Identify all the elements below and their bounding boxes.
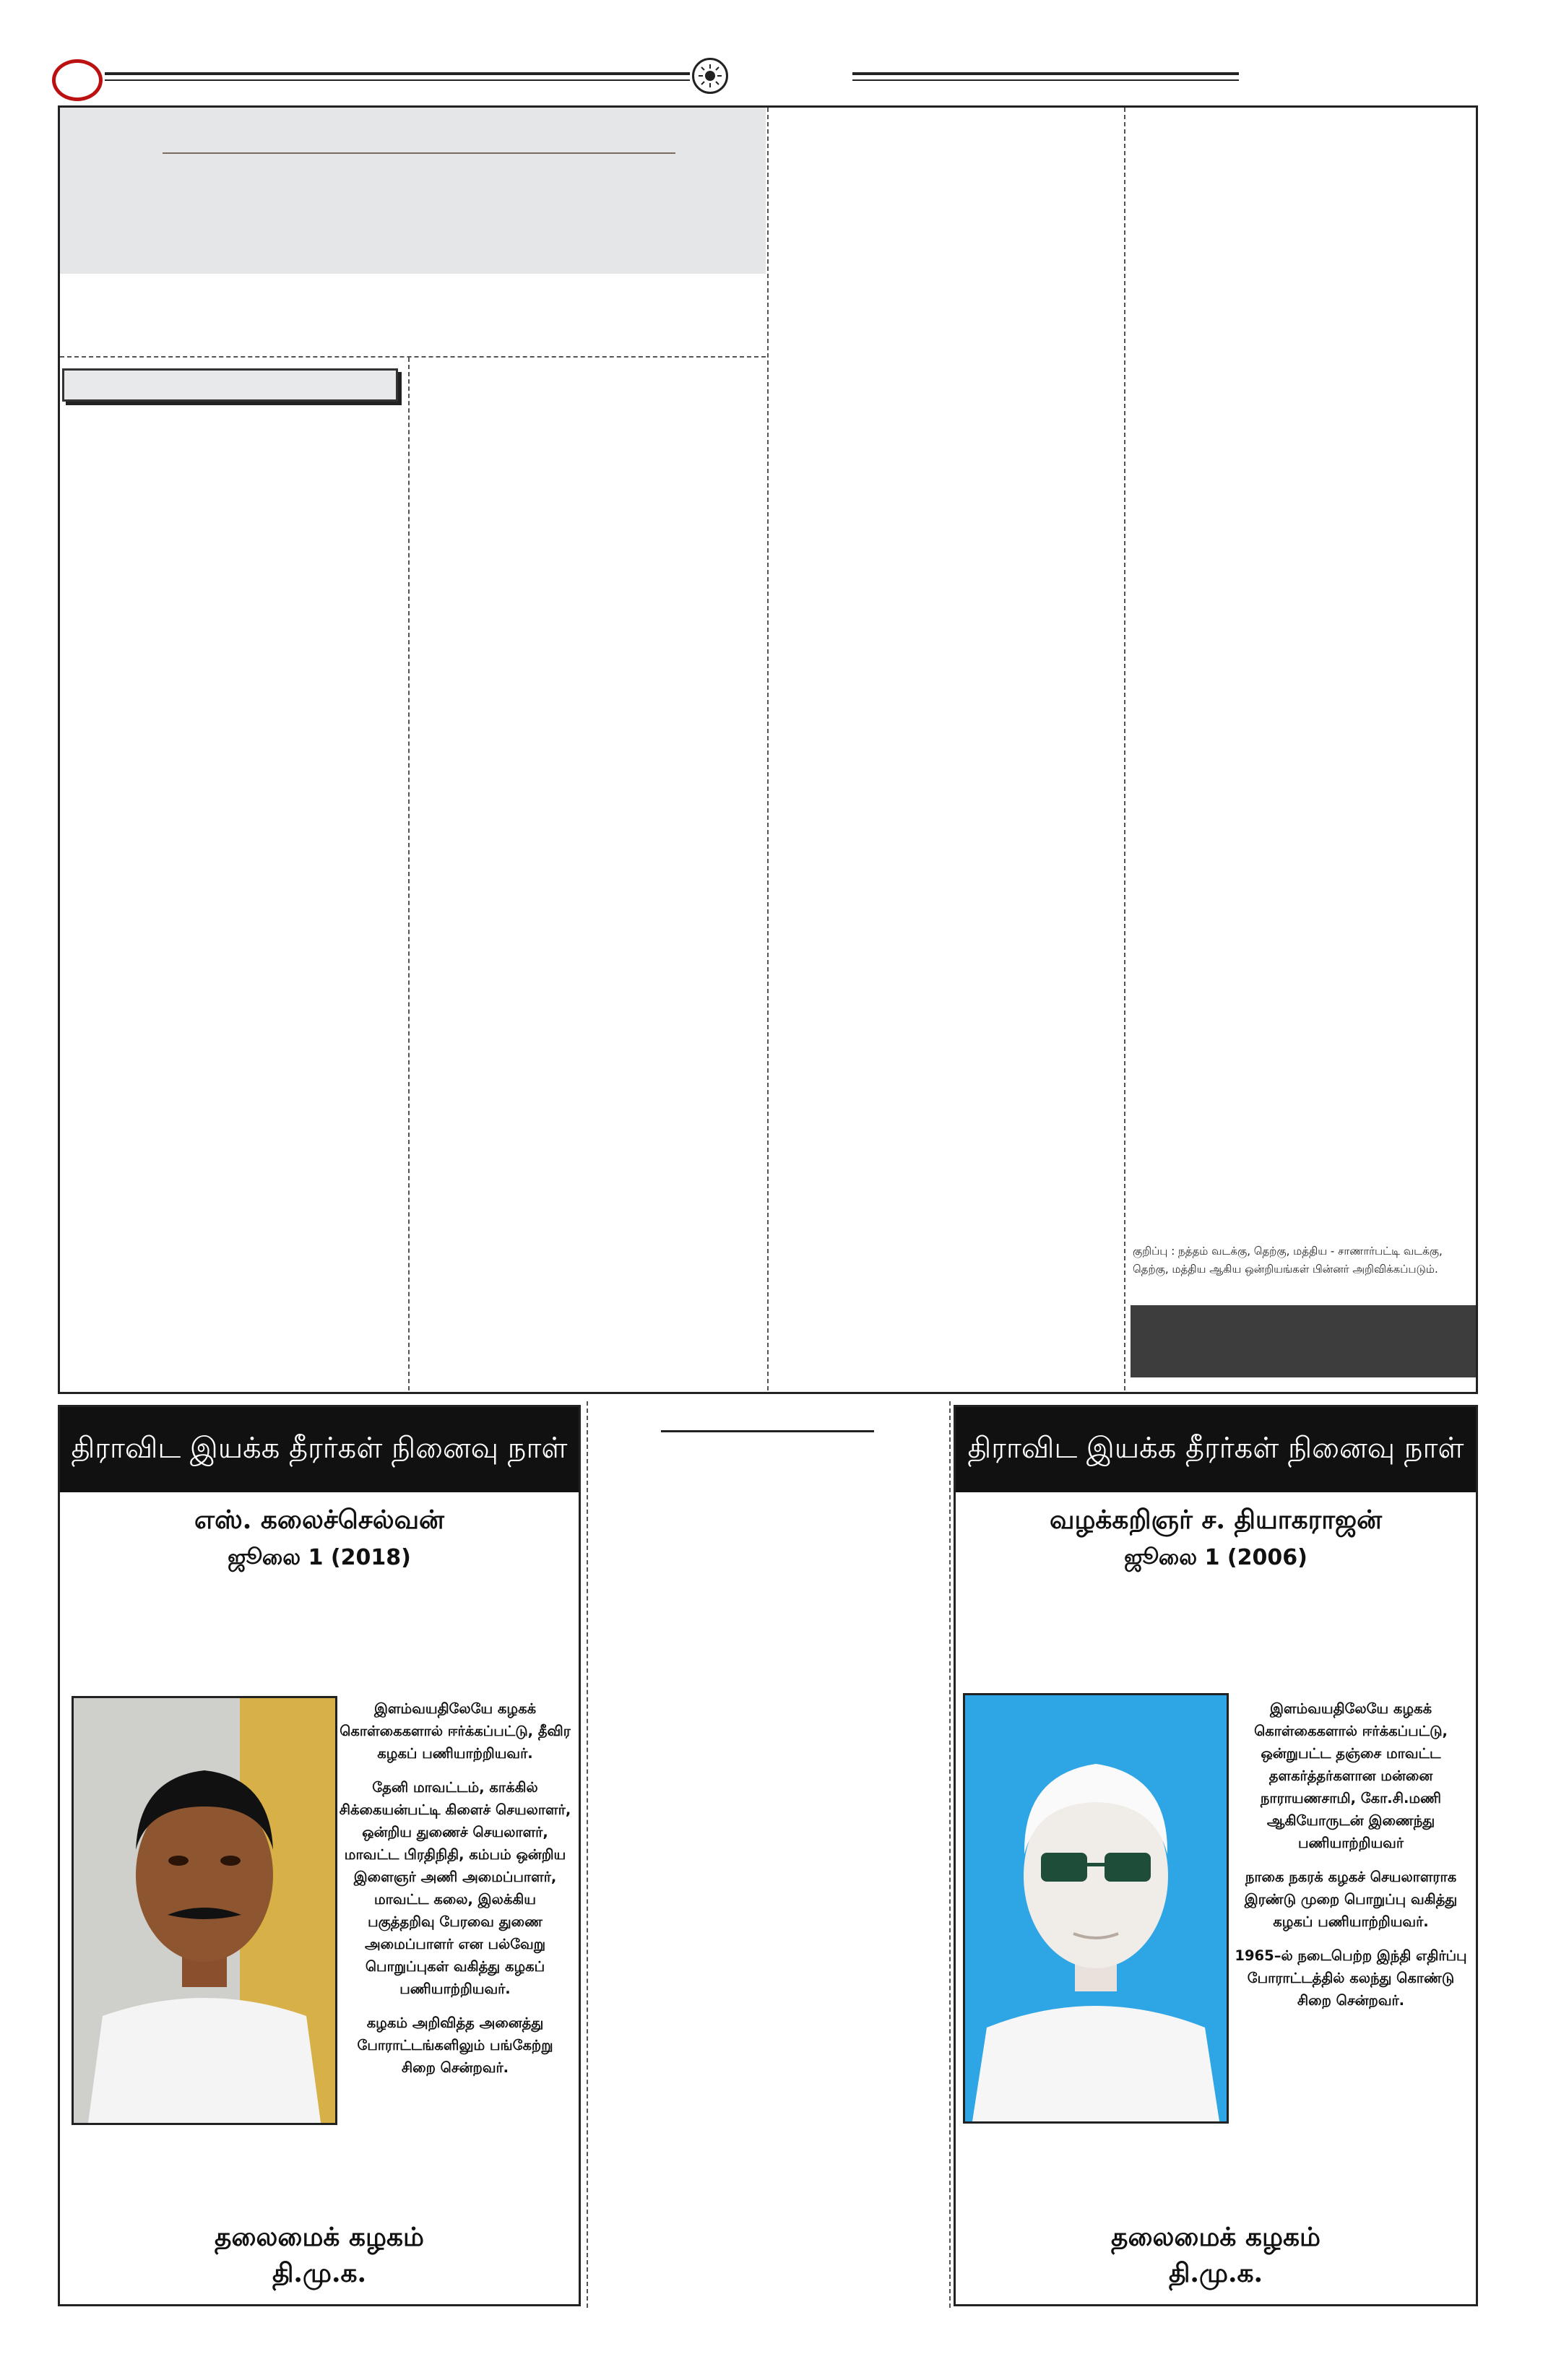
section-label-box [62,368,398,402]
memorial-header: திராவிட இயக்க தீரர்கள் நினைவு நாள் [956,1407,1476,1492]
signature-line-2: தி.மு.க. [272,2258,367,2288]
bottom-column-divider-1 [587,1401,588,2308]
notice-header-panel [60,108,766,274]
masthead-rule-right-thin [852,79,1239,81]
bottom-column-divider-2 [949,1401,951,2308]
portrait-photo [72,1696,337,2125]
portrait-photo [963,1693,1229,2124]
memorial-card-1 [58,1405,581,2306]
memorial-name: வழக்கறிஞர் ச. தியாகராஜன் [1049,1505,1382,1535]
masthead-rule-left-thin [105,79,690,81]
bio-paragraph: நாகை நகரக் கழகச் செயலாளராக இரண்டு முறை பொறுப்பு வகித்து கழகப் பணியாற்றியவர். [1244,1869,1458,1930]
notice-header-rule [163,152,675,154]
signature-line-1: தலைமைக் கழகம் [215,2222,424,2252]
memorial-name: எஸ். கலைச்செல்வன் [194,1505,444,1535]
memorial-header: திராவிட இயக்க தீரர்கள் நினைவு நாள் [60,1407,579,1492]
bio-paragraph: கழகம் அறிவித்த அனைத்து போராட்டங்களிலும் பங்கேற்று சிறை சென்றவர். [357,2015,553,2076]
page-number-circle [52,59,103,101]
footnote-text: குறிப்பு : நத்தம் வடக்கு, தெற்கு, மத்திய - சாணார்பட்டி வடக்கு, தெற்கு, மத்திய ஆகிய ஒன்றியங்கள் பின்னர் அறிவிக்கப்படும். [1133,1245,1443,1276]
masthead-rule-left [105,72,690,75]
rising-sun-emblem-icon [692,58,728,94]
memorial-date: ஜூலை 1 (2006) [1124,1545,1308,1570]
center-column-rule [661,1430,874,1432]
footer-dark-band [1131,1305,1476,1377]
column-divider-2 [767,108,769,1390]
masthead-rule-right [852,72,1239,75]
column-divider-1 [408,358,410,1390]
emblem-glyph-icon [697,63,723,89]
memorial-biography [1232,1697,1470,2023]
portrait-illustration [965,1695,1227,2121]
signature-line-2: தி.மு.க. [1168,2258,1263,2288]
bio-paragraph: இளம்வயதிலேயே கழகக் கொள்கைகளால் ஈர்க்கப்பட்டு, தீவிர கழகப் பணியாற்றியவர். [340,1700,571,1762]
portrait-illustration [74,1698,335,2123]
memorial-biography [339,1697,571,2090]
memorial-card-2 [954,1405,1478,2306]
memorial-date: ஜூலை 1 (2018) [228,1545,411,1570]
signature-line-1: தலைமைக் கழகம் [1111,2222,1321,2252]
notice-divider [60,356,766,358]
bio-paragraph: தேனி மாவட்டம், காக்கில் சிக்கையன்பட்டி கிளைச் செயலாளர், ஒன்றிய துணைச் செயலாளர், மாவட்ட பிரதிநிதி, கம்பம் ஒன்றிய இளைஞர் அணி அமைப்பாளர், மாவட்ட கலை, இலக்கிய பகுத்தறிவு பேரவை துணை அமைப்பாளர் என பல்வேறு பொறுப்புகள் வகித்து கழகப் பணியாற்றியவர். [339,1779,571,1997]
column-divider-3 [1124,108,1125,1390]
bio-paragraph: இளம்வயதிலேயே கழகக் கொள்கைகளால் ஈர்க்கப்பட்டு, ஒன்றுபட்ட தஞ்சை மாவட்ட தளகர்த்தர்களான மன்னை நாராயணசாமி, கோ.சி.மணி ஆகியோருடன் இணைந்து பணியாற்றியவர் [1254,1700,1448,1851]
bio-paragraph: 1965–ல் நடைபெற்ற இந்தி எதிர்ப்பு போராட்டத்தில் கலந்து கொண்டு சிறை சென்றவர். [1235,1947,1467,2009]
